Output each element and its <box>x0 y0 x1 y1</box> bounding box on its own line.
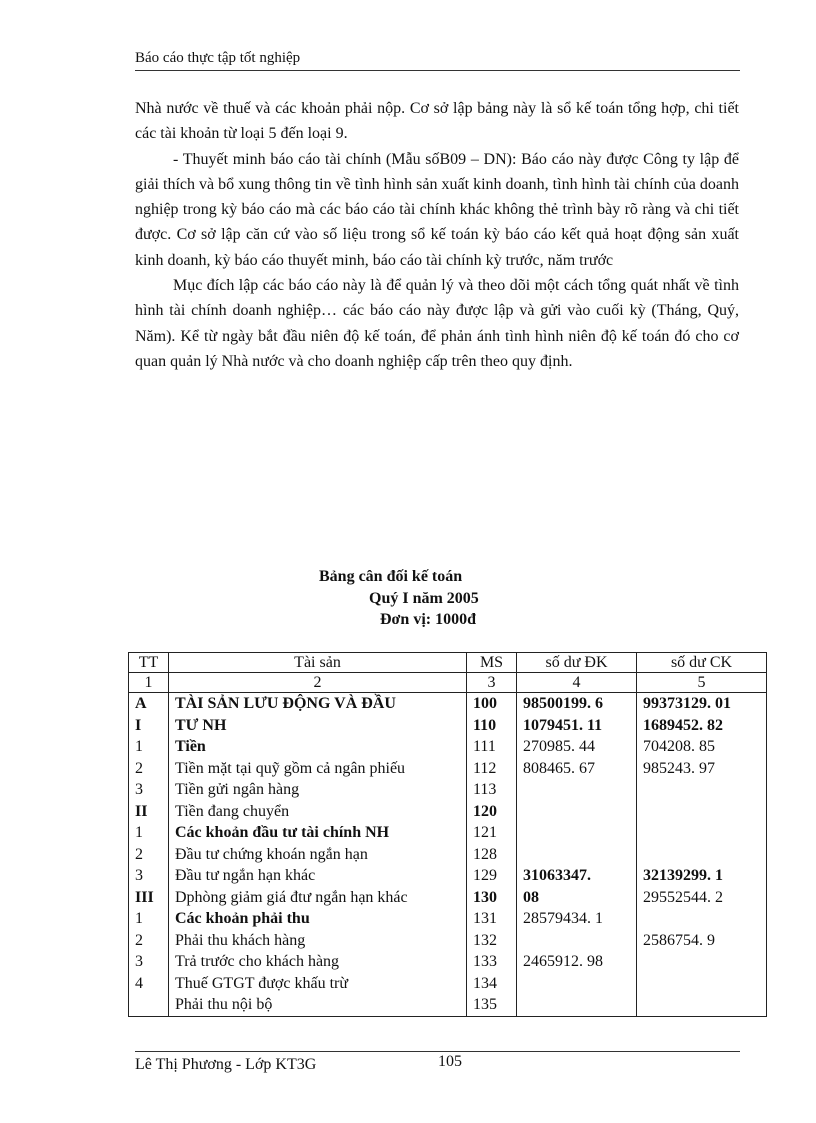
table-cell: Đầu tư ngắn hạn khác <box>175 867 316 884</box>
table-cell: 270985. 44 <box>523 738 595 755</box>
body-text <box>135 96 739 374</box>
table-cell <box>643 779 766 801</box>
column-number: 1 <box>129 673 169 693</box>
table-cell: Đầu tư chứng khoán ngắn hạn <box>175 845 368 863</box>
table-cell: 28579434. 1 <box>523 910 603 927</box>
table-cell: 133 <box>473 953 497 970</box>
footer-author: Lê Thị Phương - Lớp KT3G <box>135 1056 317 1073</box>
paragraph: Nhà nước về thuế và các khoản phải nộp. Cơ sở lập bảng này là sổ kế toán tổng hợp, chi tiết các tài khoản từ loại 5 đến loại 9. <box>135 100 739 143</box>
page-header: Báo cáo thực tập tốt nghiệp <box>135 50 740 71</box>
so-du-ck-column <box>637 693 767 1017</box>
table-cell: 1 <box>135 824 143 841</box>
table-cell: 100 <box>473 695 497 712</box>
table-period: Quý I năm 2005 <box>369 590 479 607</box>
table-cell <box>643 801 766 823</box>
table-cell: Các khoản đầu tư tài chính NH <box>175 824 390 841</box>
table-cell <box>523 801 636 823</box>
table-cell <box>643 951 766 973</box>
table-cell: Phải thu nội bộ <box>175 996 273 1013</box>
table-cell <box>135 994 168 1016</box>
table-cell: Phải thu khách hàng <box>175 931 306 949</box>
column-header: số dư ĐK <box>517 653 637 673</box>
table-cell <box>523 844 636 866</box>
table-cell: Tiền đang chuyển <box>175 802 290 820</box>
table-cell: 2586754. 9 <box>643 931 715 949</box>
table-cell: 120 <box>473 802 497 820</box>
ms-column <box>467 693 517 1017</box>
table-header-row <box>129 653 767 673</box>
table-cell: 121 <box>473 824 497 841</box>
table-cell <box>523 779 636 801</box>
table-cell: 2465912. 98 <box>523 953 603 970</box>
table-cell: TƯ NH <box>175 716 227 734</box>
table-cell: 2 <box>135 759 143 777</box>
column-number: 4 <box>517 673 637 693</box>
table-cell: 98500199. 6 <box>523 695 603 712</box>
table-cell: 129 <box>473 867 497 884</box>
table-cell: 99373129. 01 <box>643 695 731 712</box>
paragraph: - Thuyết minh báo cáo tài chính (Mẫu sốB09 – DN): Báo cáo này được Công ty lập để giải thích và bổ xung thông tin về tình hình sản xuất kinh doanh, tình hình tài chính của doanh nghiệp trong kỳ báo cáo mà các báo cáo tài chính khác không thẻ trình bày rõ ràng và chi tiết được. Cơ sở lập căn cứ vào số liệu trong sổ kế toán kỳ báo cáo kết quả hoạt động sản xuất kinh doanh, kỳ báo cáo thuyết minh, báo cáo tài chính kỳ trước, năm trước <box>135 150 739 269</box>
table-cell <box>523 930 636 952</box>
so-du-dk-column <box>517 693 637 1017</box>
table-cell: I <box>135 716 142 734</box>
table-cell <box>643 994 766 1016</box>
table-cell: Tiền gửi ngân hàng <box>175 781 300 798</box>
table-cell <box>523 822 636 844</box>
table-cell: Các khoản phải thu <box>175 910 310 927</box>
table-cell: 985243. 97 <box>643 759 715 777</box>
table-cell: 1079451. 11 <box>523 716 603 734</box>
table-cell: 132 <box>473 931 497 949</box>
table-cell: 31063347. <box>523 867 591 884</box>
table-cell <box>643 973 766 995</box>
table-cell: 113 <box>473 781 497 798</box>
page-number: 105 <box>438 1053 462 1070</box>
column-header: MS <box>467 653 517 673</box>
table-cell <box>523 994 636 1016</box>
column-header: TT <box>129 653 169 673</box>
table-cell: 130 <box>473 888 497 906</box>
table-cell: Tiền mặt tại quỹ gồm cả ngân phiếu <box>175 759 406 777</box>
table-cell <box>523 973 636 995</box>
table-cell: 1 <box>135 738 143 755</box>
column-header: Tài sản <box>169 653 467 673</box>
table-cell: 112 <box>473 759 497 777</box>
table-cell: 3 <box>135 781 143 798</box>
table-cell <box>643 822 766 844</box>
table-cell: 2 <box>135 845 143 863</box>
table-cell: 3 <box>135 953 143 970</box>
table-cell: TÀI SẢN LƯU ĐỘNG VÀ ĐẦU <box>175 695 396 712</box>
table-cell: 3 <box>135 867 143 884</box>
table-cell: 135 <box>473 996 497 1013</box>
table-cell: 1 <box>135 910 143 927</box>
column-header: số dư CK <box>637 653 767 673</box>
table-cell: 1689452. 82 <box>643 716 723 734</box>
table-cell: A <box>135 695 147 712</box>
table-cell: 131 <box>473 910 497 927</box>
table-cell: 2 <box>135 931 143 949</box>
column-number-row <box>129 673 767 693</box>
table-cell: 808465. 67 <box>523 759 595 777</box>
table-cell <box>643 844 766 866</box>
column-number: 5 <box>637 673 767 693</box>
column-number: 2 <box>169 673 467 693</box>
table-cell <box>643 908 766 930</box>
balance-sheet-table <box>128 652 767 1017</box>
table-cell: Thuế GTGT được khấu trừ <box>175 974 349 992</box>
table-cell: 110 <box>473 716 497 734</box>
paragraph: Mục đích lập các báo cáo này là để quản lý và theo dõi một cách tổng quát nhất về tình hình tài chính doanh nghiệp… các báo cáo này được lập và gửi vào cuối kỳ (Tháng, Quý, Năm). Kể từ ngày bắt đầu niên độ kế toán, để phản ánh tình hình niên độ kế toán đó cho cơ quan quản lý Nhà nước và cho doanh nghiệp cấp trên theo quy định. <box>135 277 739 370</box>
table-cell: 128 <box>473 845 497 863</box>
table-cell: Trả trước cho khách hàng <box>175 953 340 970</box>
table-cell: II <box>135 802 148 820</box>
table-cell: 111 <box>473 738 496 755</box>
column-number: 3 <box>467 673 517 693</box>
table-unit: Đơn vị: 1000đ <box>380 611 476 628</box>
table-cell: III <box>135 888 154 906</box>
footer-divider <box>135 1051 740 1052</box>
table-cell: 134 <box>473 974 497 992</box>
table-cell: Dphòng giảm giá đtư ngắn hạn khác <box>175 888 408 906</box>
table-cell: 29552544. 2 <box>643 888 723 906</box>
table-title-line: Bảng cân đối kế toán <box>319 568 463 585</box>
table-cell: 4 <box>135 974 143 992</box>
table-body-row <box>129 693 767 1017</box>
table-cell: Tiền <box>175 738 206 755</box>
tai-san-column <box>169 693 467 1017</box>
table-cell: 08 <box>523 888 539 906</box>
table-cell: 32139299. 1 <box>643 867 723 884</box>
table-cell: 704208. 85 <box>643 738 715 755</box>
tt-column <box>129 693 169 1017</box>
